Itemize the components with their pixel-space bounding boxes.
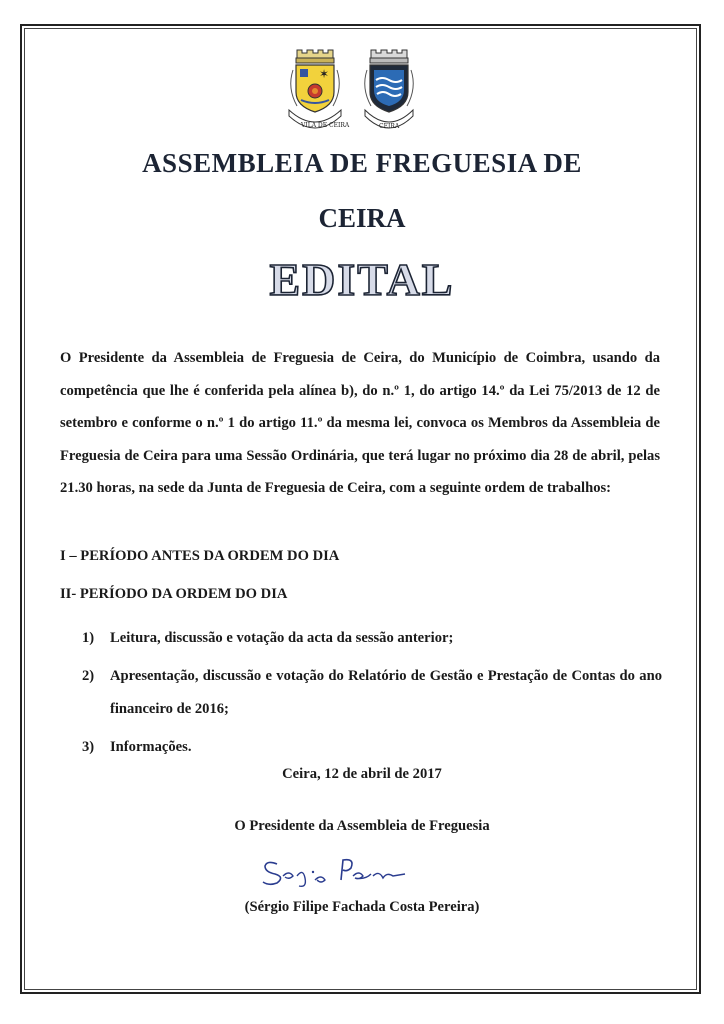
crest-ribbon-text: VILA DE CEIRA <box>301 122 350 129</box>
crest-ribbon-text: CEIRA <box>379 123 400 130</box>
signer-title: O Presidente da Assembleia de Freguesia <box>234 818 490 834</box>
section-heading-before-agenda: I – PERÍODO ANTES DA ORDEM DO DIA <box>60 548 340 564</box>
section-heading-agenda: II- PERÍODO DA ORDEM DO DIA <box>60 586 288 602</box>
title-assembly: ASSEMBLEIA DE FREGUESIA DE <box>142 148 582 178</box>
title-parish: CEIRA <box>318 203 406 233</box>
agenda-item-number: 3) <box>82 739 95 755</box>
ceira-village-crest-icon <box>289 50 350 129</box>
signer-name: (Sérgio Filipe Fachada Costa Pereira) <box>244 899 480 915</box>
agenda-item-number: 2) <box>82 668 95 684</box>
coats-of-arms <box>283 48 433 136</box>
agenda-item-text: Informações. <box>110 739 192 755</box>
ceira-parish-crest-icon <box>365 50 414 130</box>
document-date: Ceira, 12 de abril de 2017 <box>282 766 442 782</box>
agenda-item-text: Apresentação, discussão e votação do Relatório de Gestão e Prestação de Contas do ano financeiro de 2016; <box>110 668 662 717</box>
agenda-item-number: 1) <box>82 630 95 646</box>
title-edital: EDITAL <box>269 254 455 305</box>
handwritten-signature <box>255 850 415 890</box>
agenda-item-text: Leitura, discussão e votação da acta da sessão anterior; <box>110 630 454 646</box>
svg-text:✶: ✶ <box>319 67 330 81</box>
convocation-paragraph: O Presidente da Assembleia de Freguesia de Ceira, do Município de Coimbra, usando da competência que lhe é conferida pela alínea b), do n.º 1, do artigo 14.º da Lei 75/2013 de 12 de setembro e conforme o n.º 1 do artigo 11.º da mesma lei, convoca os Membros da Assembleia de Freguesia de Ceira para uma Sessão Ordinária, que terá lugar no próximo dia 28 de abril, pelas 21.30 horas, na sede da Junta de Freguesia de Ceira, com a seguinte ordem de trabalhos: <box>60 350 660 496</box>
